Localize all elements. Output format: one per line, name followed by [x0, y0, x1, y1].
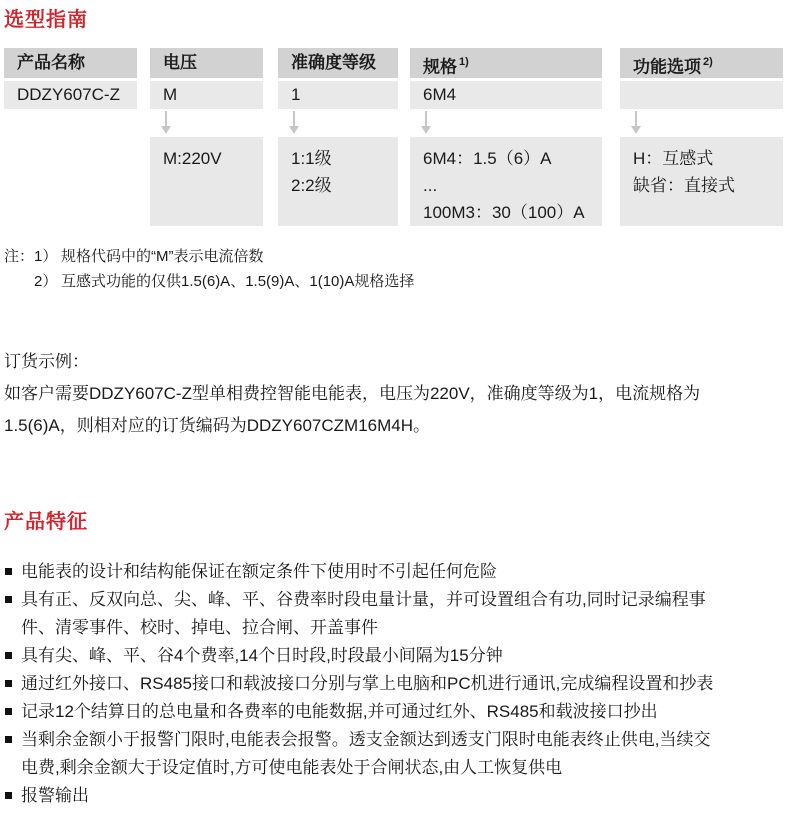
- note-number: 1）: [34, 248, 58, 265]
- column-value-cell: 1: [278, 81, 398, 109]
- column-detail-box: [278, 137, 398, 226]
- order-example-title: 订货示例：: [4, 352, 89, 371]
- feature-item-6: [4, 726, 786, 782]
- column-header-cell: [620, 48, 783, 78]
- note-text: 规格代码中的“M”表示电流倍数: [61, 248, 264, 265]
- column-detail-box: [150, 137, 263, 226]
- order-example-line: 如客户需要DDZY607C-Z型单相费控智能电能表，电压为220V，准确度等级为1，电流规格为: [4, 384, 701, 403]
- detail-line: 1:1级: [291, 149, 332, 168]
- column-header-cell: [4, 48, 137, 78]
- column-value-cell: DDZY607C-Z: [4, 81, 137, 109]
- detail-line: 6M4：1.5（6）A: [423, 149, 552, 168]
- notes-list: [34, 244, 414, 294]
- notes-block: [4, 244, 786, 294]
- feature-line: 电费,剩余金额大于设定值时,方可使电能表处于合闸状态,由人工恢复供电: [21, 758, 563, 777]
- order-example-block: [4, 346, 786, 442]
- column-header-superscript: 1): [459, 56, 469, 68]
- selection-chart: [4, 48, 786, 226]
- selection-column-5: [620, 48, 783, 226]
- note-number: 2）: [34, 273, 58, 290]
- down-arrow-head: [161, 126, 171, 134]
- feature-line: 当剩余金额小于报警门限时,电能表会报警。透支金额达到透支门限时电能表终止供电,当续交: [21, 730, 711, 749]
- column-header-label: 产品名称: [17, 53, 85, 72]
- product-features-title: 产品特征: [4, 511, 88, 533]
- feature-line: 具有正、反双向总、尖、峰、平、谷费率时段电量计量，并可设置组合有功,同时记录编程事: [21, 590, 706, 609]
- bullet-square-icon: [5, 596, 12, 603]
- down-arrow-icon: [288, 109, 300, 137]
- feature-line: 报警输出: [21, 786, 89, 805]
- feature-text: [21, 642, 786, 670]
- selection-column-1: [4, 48, 137, 109]
- bullet-square-icon: [5, 708, 12, 715]
- column-header-cell: [410, 48, 602, 78]
- selection-column-2: [150, 48, 263, 226]
- features-list: [4, 558, 786, 810]
- feature-item-7: [4, 782, 786, 810]
- down-arrow-head: [421, 126, 431, 134]
- note-item-1: [34, 244, 414, 269]
- notes-label: 注：: [4, 248, 35, 265]
- detail-line: 缺省：直接式: [633, 176, 735, 195]
- column-value-cell: [620, 81, 783, 109]
- note-item-2: [34, 269, 414, 294]
- down-arrow-icon: [160, 109, 172, 137]
- down-arrow-head: [289, 126, 299, 134]
- column-header-label: 电压: [163, 53, 197, 72]
- bullet-square-icon: [5, 568, 12, 575]
- detail-line: M:220V: [163, 149, 222, 168]
- down-arrow-line: [425, 111, 427, 126]
- selection-guide-title: 选型指南: [4, 9, 88, 31]
- feature-text: [21, 558, 786, 586]
- feature-line: 通过红外接口、RS485接口和载波接口分别与掌上电脑和PC机进行通讯,完成编程设置和抄表: [21, 674, 714, 693]
- feature-line: 具有尖、峰、平、谷4个费率,14个日时段,时段最小间隔为15分钟: [21, 646, 503, 665]
- down-arrow-icon: [420, 109, 432, 137]
- feature-text: [21, 782, 786, 810]
- down-arrow-line: [293, 111, 295, 126]
- feature-item-4: [4, 670, 786, 698]
- bullet-square-icon: [5, 652, 12, 659]
- note-text: 互感式功能的仅供1.5(6)A、1.5(9)A、1(10)A规格选择: [61, 273, 415, 290]
- column-header-superscript: 2): [703, 56, 713, 68]
- column-header-label: 功能选项: [633, 57, 701, 77]
- feature-text: [21, 670, 786, 698]
- order-example-line: 1.5(6)A，则相对应的订货编码为DDZY607CZM16M4H。: [4, 416, 431, 435]
- selection-column-3: [278, 48, 398, 226]
- column-header-label: 规格: [423, 57, 457, 77]
- feature-text: [21, 698, 786, 726]
- down-arrow-head: [631, 126, 641, 134]
- column-header-cell: [150, 48, 263, 78]
- bullet-square-icon: [5, 680, 12, 687]
- feature-item-2: [4, 586, 786, 642]
- feature-item-1: [4, 558, 786, 586]
- feature-line: 件、清零事件、校时、掉电、拉合闸、开盖事件: [21, 618, 378, 637]
- feature-text: [21, 726, 786, 782]
- detail-line: 2:2级: [291, 176, 332, 195]
- down-arrow-line: [635, 111, 637, 126]
- bullet-square-icon: [5, 792, 12, 799]
- detail-line: 100M3：30（100）A: [423, 203, 585, 222]
- down-arrow-icon: [630, 109, 642, 137]
- down-arrow-line: [165, 111, 167, 126]
- feature-text: [21, 586, 786, 642]
- column-header-label: 准确度等级: [291, 53, 376, 72]
- detail-line: H：互感式: [633, 149, 714, 168]
- feature-item-3: [4, 642, 786, 670]
- column-header-cell: [278, 48, 398, 78]
- column-value-cell: 6M4: [410, 81, 602, 109]
- selection-column-4: [410, 48, 602, 226]
- feature-line: 记录12个结算日的总电量和各费率的电能数据,并可通过红外、RS485和载波接口抄出: [21, 702, 658, 721]
- column-detail-box: [620, 137, 783, 226]
- column-value-cell: M: [150, 81, 263, 109]
- column-detail-box: [410, 137, 602, 226]
- feature-item-5: [4, 698, 786, 726]
- detail-line: ...: [423, 176, 438, 195]
- feature-line: 电能表的设计和结构能保证在额定条件下使用时不引起任何危险: [21, 562, 497, 581]
- bullet-square-icon: [5, 736, 12, 743]
